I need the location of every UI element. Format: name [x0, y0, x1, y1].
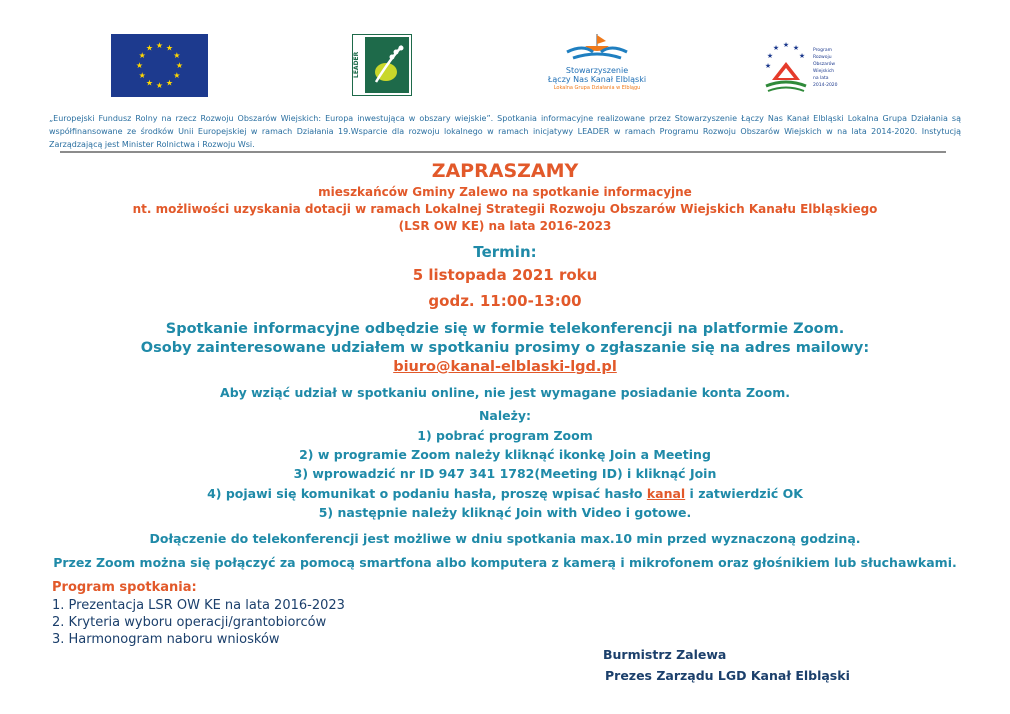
association-name-1: Stowarzyszenie	[565, 66, 629, 75]
eu-flag-logo	[111, 34, 208, 97]
association-logo	[533, 32, 661, 98]
prow-text-1: Program	[813, 48, 832, 53]
svg-text:★: ★	[155, 41, 164, 50]
subheading-2: nt. możliwości uzyskania dotacji w ramach Lokalnej Strategii Rozwoju Obszarów Wiejskich Kanału Elbląskiego	[132, 202, 878, 216]
signature-mayor: Burmistrz Zalewa	[603, 647, 727, 662]
meeting-date: 5 listopada 2021 roku	[412, 266, 598, 284]
page-title: ZAPRASZAMY	[431, 160, 579, 182]
svg-text:★: ★	[165, 78, 174, 88]
svg-text:★: ★	[135, 61, 144, 70]
step-3: 3) wprowadzić nr ID 947 341 1782(Meeting ID) i kliknąć Join	[293, 466, 717, 481]
prow-text-4: Wiejskich	[813, 69, 835, 74]
step-4-text-pre: 4) pojawi się komunikat o podaniu hasła, proszę wpisać hasło	[207, 486, 647, 501]
step-1: 1) pobrać program Zoom	[417, 428, 593, 443]
svg-text:★: ★	[173, 51, 181, 60]
svg-text:★: ★	[175, 61, 184, 70]
program-item: 1. Prezentacja LSR OW KE na lata 2016-2023	[52, 598, 345, 613]
device-note: Przez Zoom można się połączyć za pomocą smartfona albo komputera z kamerą i mikrofonem oraz głośnikiem lub słuchawkami.	[53, 555, 957, 570]
step-5: 5) następnie należy kliknąć Join with Video i gotowe.	[318, 505, 692, 520]
zoom-password: kanal	[646, 486, 686, 501]
svg-text:★: ★	[138, 71, 146, 80]
svg-text:★: ★	[798, 52, 806, 60]
leader-text: LEADER	[353, 51, 360, 79]
program-title: Program spotkania:	[52, 580, 197, 595]
program-item: 3. Harmonogram naboru wniosków	[52, 632, 280, 647]
divider	[60, 151, 946, 153]
svg-text:★: ★	[766, 52, 774, 60]
svg-text:★: ★	[173, 71, 181, 80]
subheading-3: (LSR OW KE) na lata 2016-2023	[398, 219, 612, 233]
email-link[interactable]: biuro@kanal-elblaski-lgd.pl	[393, 359, 617, 375]
association-name-2: Łączy Nas Kanał Elbląski	[547, 75, 647, 84]
leader-logo	[352, 34, 412, 96]
info-line-1: Spotkanie informacyjne odbędzie się w formie telekonferencji na platformie Zoom.	[165, 321, 845, 337]
svg-text:★: ★	[772, 44, 780, 52]
svg-text:★: ★	[145, 43, 154, 53]
join-note: Dołączenie do telekonferencji jest możliwe w dniu spotkania max.10 min przed wyznaczoną godziną.	[149, 531, 861, 546]
svg-text:★: ★	[138, 51, 146, 60]
prow-logo	[762, 38, 842, 96]
prow-text-3: Obszarów	[813, 62, 836, 67]
step-4	[0, 486, 1010, 502]
account-note: Aby wziąć udział w spotkaniu online, nie jest wymagane posiadanie konta Zoom.	[220, 385, 790, 400]
funding-note: „Europejski Fundusz Rolny na rzecz Rozwoju Obszarów Wiejskich: Europa inwestująca w obszary wiejskie”. Spotkania informacyjne realizowane przez Stowarzyszenie Łączy Nas Kanał Elbląski Lokalna Grupa Działania są współfinansowane ze środków Unii Europejskiej w ramach Działania 19.Wsparcie dla rozwoju lokalnego w ramach inicjatywy LEADER w ramach Programu Rozwoju Obszarów Wiejskich w na lata 2014-2020. Instytucją Zarządzającą jest Minister Rolnictwa i Rozwoju Wsi.	[49, 114, 961, 149]
signature-lgd-president: Prezes Zarządu LGD Kanał Elbląski	[605, 668, 850, 683]
prow-text-2: Rozwoju	[813, 55, 832, 60]
svg-text:★: ★	[792, 44, 800, 52]
meeting-time: godz. 11:00-13:00	[428, 292, 582, 310]
svg-text:★: ★	[145, 78, 154, 88]
info-line-2: Osoby zainteresowane udziałem w spotkaniu prosimy o zgłaszanie się na adres mailowy:	[140, 340, 870, 356]
svg-text:★: ★	[782, 41, 790, 49]
svg-text:★: ★	[165, 43, 174, 53]
prow-text-5: na lata 2014-2020	[813, 76, 838, 88]
step-2: 2) w programie Zoom należy kliknąć ikonkę Join a Meeting	[299, 447, 711, 462]
association-name-3: Lokalna Grupa Działania w Elblągu	[553, 85, 641, 91]
step-4-text-post: i zatwierdzić OK	[685, 486, 803, 501]
program-item: 2. Kryteria wyboru operacji/grantobiorców	[52, 615, 327, 630]
svg-text:★: ★	[764, 62, 772, 70]
steps-title: Należy:	[478, 408, 532, 423]
subheading-1: mieszkańców Gminy Zalewo na spotkanie informacyjne	[318, 185, 692, 199]
svg-text:★: ★	[155, 81, 164, 90]
termin-label: Termin:	[473, 243, 537, 261]
